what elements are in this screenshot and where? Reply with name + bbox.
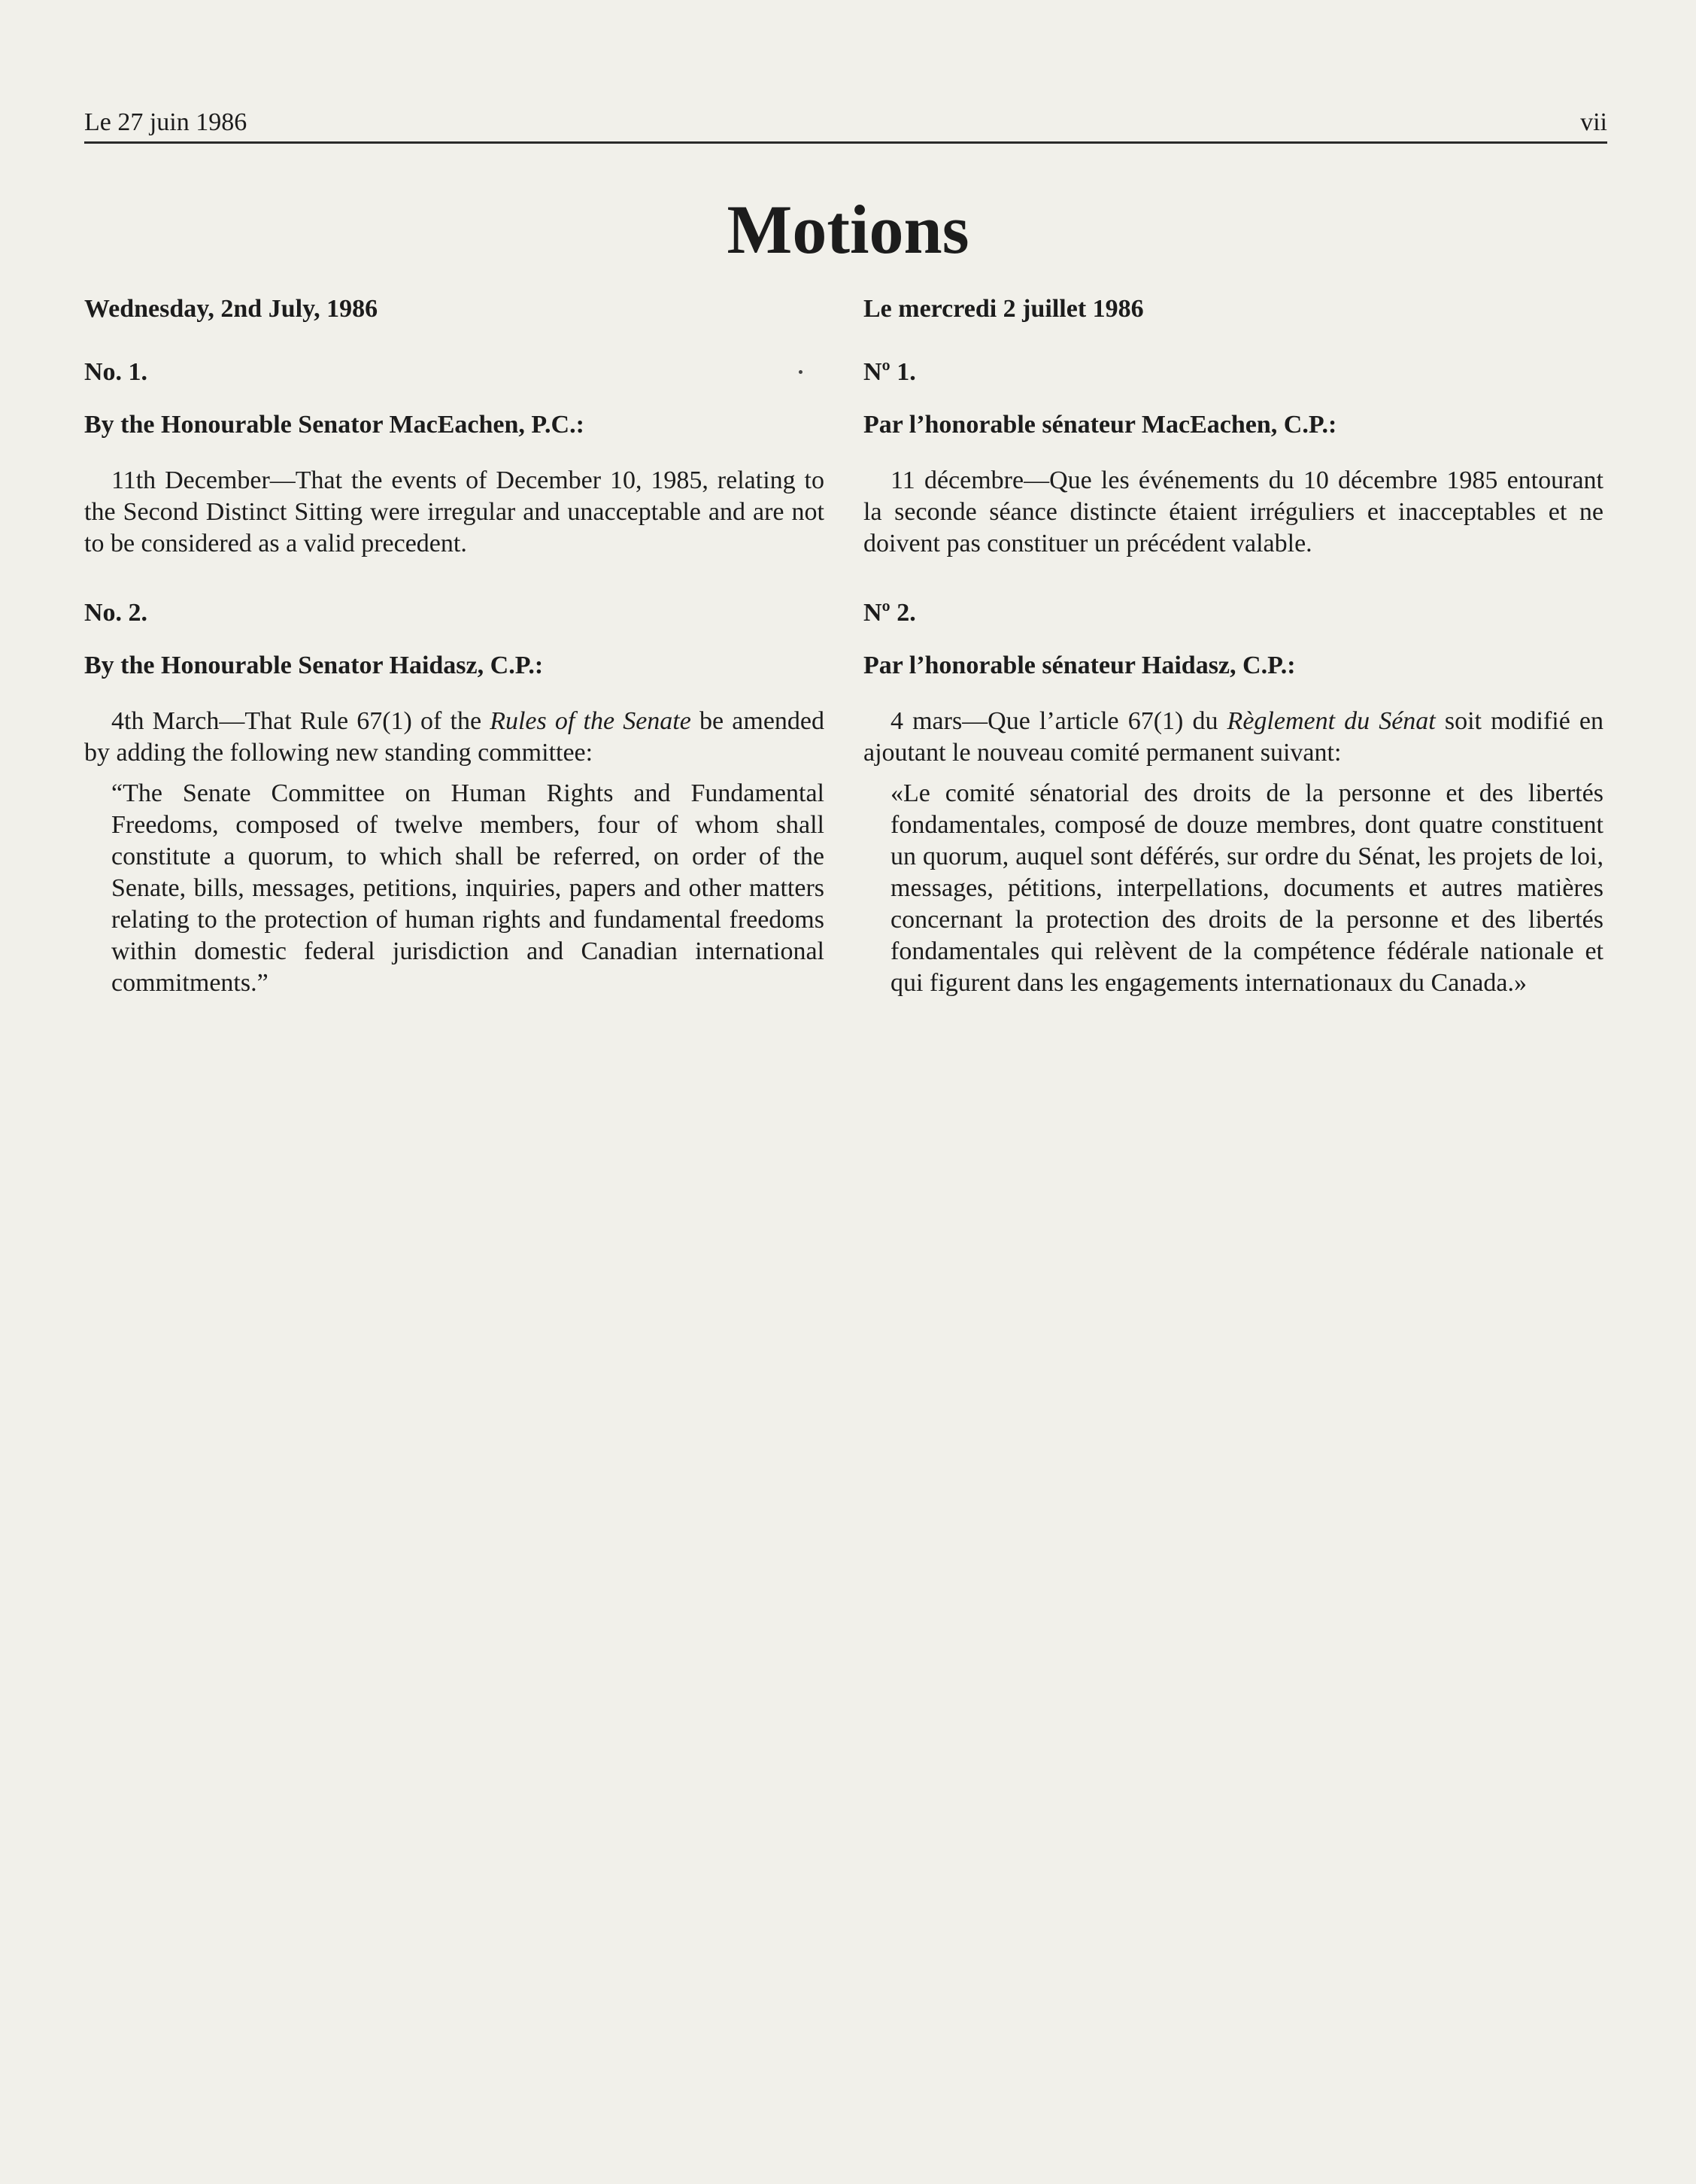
french-motion-1-text: 11 décembre—Que les événements du 10 décembre 1985 entourant la seconde séance distincte étaient irréguliers et inacceptables et ne doivent pas constituer un précédent valable. xyxy=(863,466,1603,557)
header-date: Le 27 juin 1986 xyxy=(84,108,247,136)
page-title: Motions xyxy=(727,191,969,268)
english-motion-2-quote: “The Senate Committee on Human Rights and Fundamental Freedoms, composed of twelve members, four of whom shall constitute a quorum, to which shall be referred, on order of the Senate, bills, messages, petitions, inquiries, papers and other matters relating to the protection of human rights and fundamental freedoms within domestic federal jurisdiction and Canadian international commitments.” xyxy=(111,779,824,997)
english-motion-2-text-italic: Rules of the Senate xyxy=(490,707,691,735)
french-motion-2-text xyxy=(863,706,1603,769)
english-motion-1-text: 11th December—That the events of December 10, 1985, relating to the Second Distinct Sitting were irregular and unacceptable and are not to be considered as a valid precedent. xyxy=(84,466,824,557)
french-motion-2-text-before: 4 mars—Que l’article 67(1) du xyxy=(890,707,1227,735)
english-column xyxy=(84,290,824,999)
english-motion-2-text xyxy=(84,706,824,769)
english-motion-2-text-after: be amended by adding the following new standing committee: xyxy=(84,707,824,767)
page-number: vii xyxy=(1580,108,1607,136)
french-motion-2-mover: Par l’honorable sénateur Haidasz, C.P.: xyxy=(863,652,1296,679)
english-sitting-date: Wednesday, 2nd July, 1986 xyxy=(84,295,378,323)
french-motion-1-number: Nº 1. xyxy=(863,358,916,386)
french-motion-2-text-after: soit modifié en ajoutant le nouveau comité permanent suivant: xyxy=(863,707,1604,767)
english-motion-1-number: No. 1. xyxy=(84,358,148,386)
english-motion-2-mover: By the Honourable Senator Haidasz, C.P.: xyxy=(84,652,544,679)
running-header xyxy=(84,104,1607,144)
french-column xyxy=(863,290,1603,999)
french-sitting-date: Le mercredi 2 juillet 1986 xyxy=(863,295,1144,323)
french-motion-2-text-italic: Règlement du Sénat xyxy=(1227,707,1436,735)
french-motion-2-number: Nº 2. xyxy=(863,599,916,627)
english-motion-2-text-before: 4th March—That Rule 67(1) of the xyxy=(111,707,490,735)
french-motion-2-quote: «Le comité sénatorial des droits de la personne et des libertés fondamentales, composé de douze membres, dont quatre constituent un quorum, auquel sont déférés, sur ordre du Sénat, les projets de loi, messages, pétitions, interpellations, documents et autres matières concernant la protection des droits de la personne et des libertés fondamentales qui relèvent de la compétence fédérale nationale et qui figurent dans les engagements internationaux du Canada.» xyxy=(890,779,1603,997)
english-motion-1-mover: By the Honourable Senator MacEachen, P.C.: xyxy=(84,411,584,439)
french-motion-1-mover: Par l’honorable sénateur MacEachen, C.P.: xyxy=(863,411,1337,439)
english-motion-2-number: No. 2. xyxy=(84,599,148,627)
